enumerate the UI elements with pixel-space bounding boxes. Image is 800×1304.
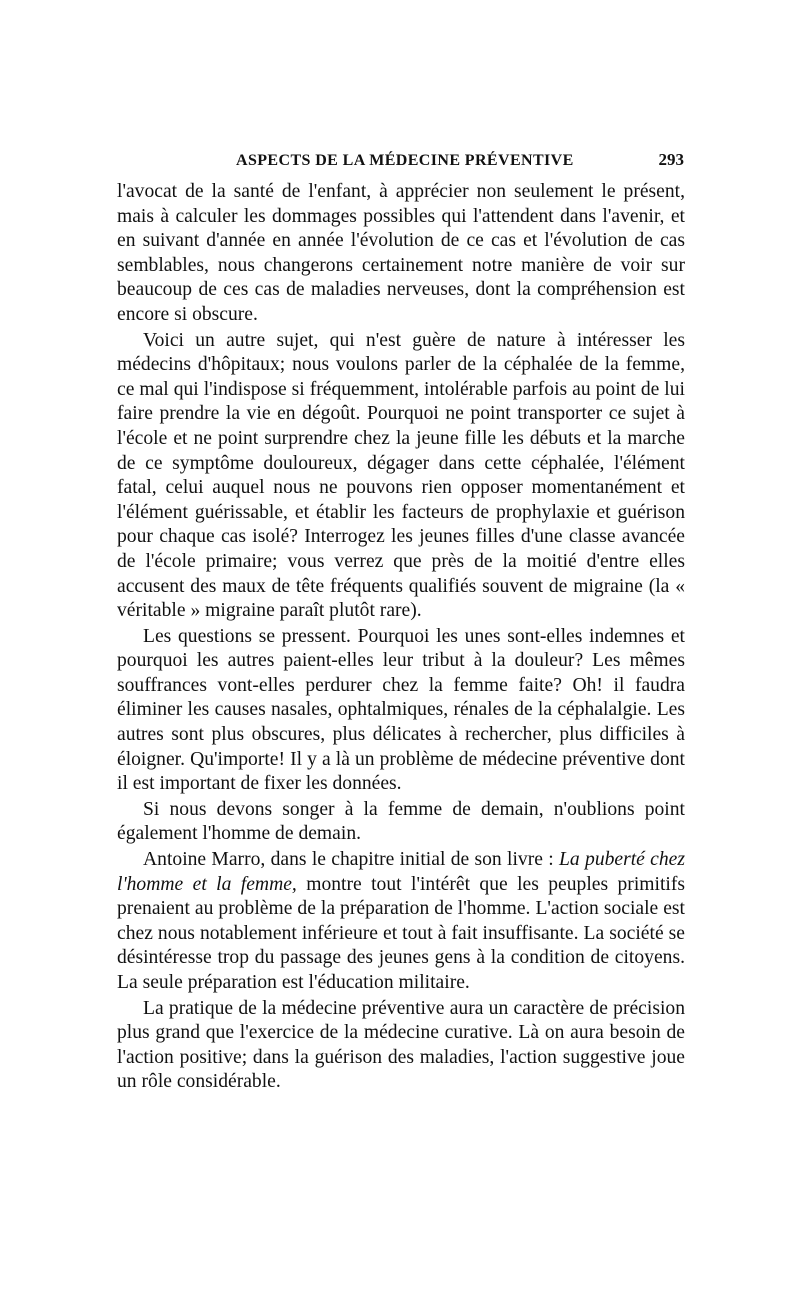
body-text	[117, 180, 685, 1095]
paragraph-questions: Les questions se pressent. Pourquoi les unes sont-elles indemnes et pourquoi les autres paient-elles leur tribut à la douleur? Les mêmes souffrances vont-elles perdurer chez la femme faite? Oh! il faudra éliminer les causes nasales, ophtalmiques, rénales de la céphalalgie. Les autres sont plus obscures, plus délicates à rechercher, plus difficiles à éloigner. Qu'importe! Il y a là un problème de médecine préventive dont il est important de fixer les données.	[117, 625, 685, 795]
paragraph-pratique: La pratique de la médecine préventive aura un caractère de précision plus grand que l'exercice de la médecine curative. Là on aura besoin de l'action positive; dans la guérison des maladies, l'action suggestive joue un rôle considérable.	[117, 997, 685, 1093]
paragraph-continued: l'avocat de la santé de l'enfant, à apprécier non seulement le présent, mais à calculer les dommages possibles qui l'attendent dans l'avenir, et en suivant d'année en année l'évolution de ce cas et l'évolution de cas semblables, nous changerons certainement notre manière de voir sur beaucoup de ces cas de maladies nerveuses, dont la compréhension est encore si obscure.	[117, 181, 685, 325]
running-head: ASPECTS DE LA MÉDECINE PRÉVENTIVE	[236, 152, 574, 169]
book-title: La puberté chez l'homme et la femme,	[117, 849, 685, 895]
marro-text-after: montre tout l'intérêt que les peuples primitifs prenaient au problème de la préparation de l'homme. L'action sociale est chez nous notablement inférieure et tout à fait insuffisante. La société se désintéresse trop du passage des jeunes gens à la condition de citoyens. La seule préparation est l'éducation militaire.	[117, 873, 685, 993]
paragraph-marro	[117, 848, 685, 996]
page-header	[118, 150, 684, 178]
paragraph-homme-de-demain: Si nous devons songer à la femme de demain, n'oublions point également l'homme de demain.	[117, 798, 685, 845]
marro-text-before: Antoine Marro, dans le chapitre initial de son livre :	[143, 849, 560, 871]
paragraph-cephalee: Voici un autre sujet, qui n'est guère de nature à intéresser les médecins d'hôpitaux; nous voulons parler de la céphalée de la femme, ce mal qui l'indispose si fréquemment, intolérable parfois au point de lui faire prendre la vie en dégoût. Pourquoi ne point transporter ce sujet à l'école et ne point surprendre chez la jeune fille les débuts et la marche de ce symptôme douloureux, dégager dans cette céphalée, l'élément fatal, celui auquel nous ne pouvons rien opposer momentanément et l'élément guérissable, et établir les facteurs de prophylaxie et guérison pour chaque cas isolé? Interrogez les jeunes filles d'une classe avancée de l'école primaire; vous verrez que près de la moitié d'entre elles accusent des maux de tête fréquents qualifiés souvent de migraine (la « véritable » migraine paraît plutôt rare).	[117, 329, 685, 622]
page-number: 293	[658, 150, 684, 169]
